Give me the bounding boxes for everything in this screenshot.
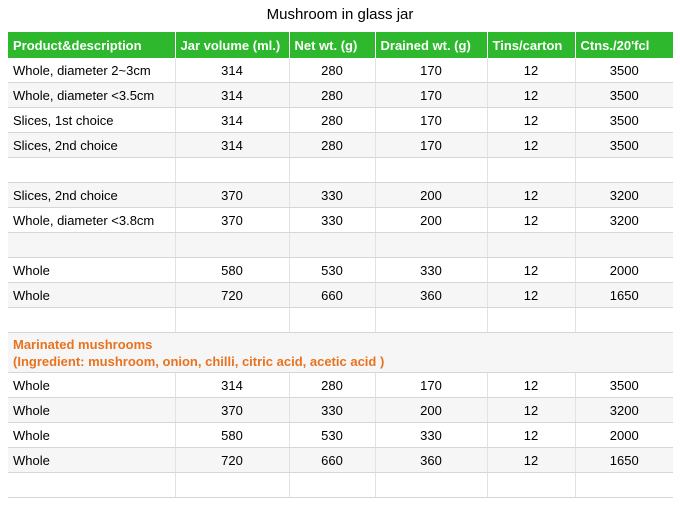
drained-weight-cell: 360 (375, 283, 487, 308)
tins-per-carton-cell (487, 308, 575, 333)
cartons-per-container-cell: 3500 (575, 83, 673, 108)
jar-volume-cell (175, 158, 289, 183)
tins-per-carton-cell: 12 (487, 398, 575, 423)
header-cartons-per-container: Ctns./20'fcl (575, 32, 673, 58)
cartons-per-container-cell: 2000 (575, 423, 673, 448)
jar-volume-cell: 314 (175, 58, 289, 83)
product-description-cell: Slices, 2nd choice (8, 133, 175, 158)
jar-volume-cell: 580 (175, 423, 289, 448)
net-weight-cell: 660 (289, 283, 375, 308)
table-row (8, 208, 673, 233)
product-description-cell: Whole (8, 398, 175, 423)
net-weight-cell: 530 (289, 258, 375, 283)
tins-per-carton-cell (487, 233, 575, 258)
cartons-per-container-cell: 3200 (575, 208, 673, 233)
jar-volume-cell: 580 (175, 258, 289, 283)
jar-volume-cell: 370 (175, 398, 289, 423)
jar-volume-cell: 720 (175, 283, 289, 308)
net-weight-cell: 660 (289, 448, 375, 473)
jar-volume-cell: 720 (175, 448, 289, 473)
drained-weight-cell (375, 158, 487, 183)
table-row (8, 233, 673, 258)
cartons-per-container-cell (575, 473, 673, 498)
drained-weight-cell (375, 473, 487, 498)
drained-weight-cell: 200 (375, 183, 487, 208)
marinated-section-row (8, 333, 673, 373)
drained-weight-cell (375, 308, 487, 333)
net-weight-cell: 280 (289, 373, 375, 398)
jar-volume-cell (175, 473, 289, 498)
tins-per-carton-cell: 12 (487, 283, 575, 308)
product-description-cell: Whole (8, 448, 175, 473)
header-drained-weight: Drained wt. (g) (375, 32, 487, 58)
tins-per-carton-cell: 12 (487, 448, 575, 473)
header-product-description: Product&description (8, 32, 175, 58)
page-title: Mushroom in glass jar (266, 6, 414, 23)
header-tins-per-carton: Tins/carton (487, 32, 575, 58)
tins-per-carton-cell: 12 (487, 133, 575, 158)
table-row (8, 373, 673, 398)
table-row (8, 473, 673, 498)
drained-weight-cell: 200 (375, 398, 487, 423)
table-row (8, 398, 673, 423)
jar-volume-cell (175, 308, 289, 333)
drained-weight-cell: 170 (375, 58, 487, 83)
product-description-cell (8, 308, 175, 333)
net-weight-cell: 280 (289, 83, 375, 108)
table-row (8, 448, 673, 473)
tins-per-carton-cell: 12 (487, 208, 575, 233)
net-weight-cell: 330 (289, 183, 375, 208)
tins-per-carton-cell (487, 158, 575, 183)
marinated-ingredients: (Ingredient: mushroom, onion, chilli, citric acid, acetic acid ) (13, 353, 385, 369)
tins-per-carton-cell: 12 (487, 183, 575, 208)
drained-weight-cell (375, 233, 487, 258)
drained-weight-cell: 360 (375, 448, 487, 473)
product-table (8, 32, 673, 498)
table-row (8, 158, 673, 183)
jar-volume-cell: 314 (175, 83, 289, 108)
cartons-per-container-cell (575, 308, 673, 333)
table-row (8, 423, 673, 448)
tins-per-carton-cell: 12 (487, 423, 575, 448)
cartons-per-container-cell: 1650 (575, 283, 673, 308)
product-description-cell (8, 158, 175, 183)
product-description-cell: Whole, diameter <3.8cm (8, 208, 175, 233)
marinated-section-cell (8, 333, 673, 373)
net-weight-cell: 280 (289, 108, 375, 133)
net-weight-cell (289, 158, 375, 183)
table-row (8, 283, 673, 308)
product-description-cell: Slices, 2nd choice (8, 183, 175, 208)
jar-volume-cell: 370 (175, 208, 289, 233)
cartons-per-container-cell (575, 158, 673, 183)
header-jar-volume: Jar volume (ml.) (175, 32, 289, 58)
net-weight-cell (289, 308, 375, 333)
jar-volume-cell: 314 (175, 373, 289, 398)
net-weight-cell: 280 (289, 58, 375, 83)
jar-volume-cell: 370 (175, 183, 289, 208)
product-description-cell: Whole, diameter <3.5cm (8, 83, 175, 108)
tins-per-carton-cell: 12 (487, 83, 575, 108)
cartons-per-container-cell (575, 233, 673, 258)
product-description-cell (8, 233, 175, 258)
tins-per-carton-cell: 12 (487, 373, 575, 398)
drained-weight-cell: 170 (375, 373, 487, 398)
tins-per-carton-cell: 12 (487, 108, 575, 133)
tins-per-carton-cell: 12 (487, 258, 575, 283)
cartons-per-container-cell: 3500 (575, 373, 673, 398)
cartons-per-container-cell: 2000 (575, 258, 673, 283)
header-net-weight: Net wt. (g) (289, 32, 375, 58)
table-row (8, 58, 673, 83)
net-weight-cell (289, 233, 375, 258)
product-description-cell: Whole (8, 373, 175, 398)
table-row (8, 308, 673, 333)
tins-per-carton-cell (487, 473, 575, 498)
net-weight-cell: 280 (289, 133, 375, 158)
product-description-cell (8, 473, 175, 498)
drained-weight-cell: 170 (375, 83, 487, 108)
net-weight-cell (289, 473, 375, 498)
jar-volume-cell: 314 (175, 108, 289, 133)
cartons-per-container-cell: 1650 (575, 448, 673, 473)
product-description-cell: Whole (8, 283, 175, 308)
net-weight-cell: 530 (289, 423, 375, 448)
table-row (8, 83, 673, 108)
drained-weight-cell: 170 (375, 108, 487, 133)
product-description-cell: Slices, 1st choice (8, 108, 175, 133)
jar-volume-cell (175, 233, 289, 258)
table-row (8, 133, 673, 158)
product-description-cell: Whole (8, 258, 175, 283)
marinated-heading: Marinated mushrooms (13, 336, 153, 352)
table-row (8, 258, 673, 283)
cartons-per-container-cell: 3500 (575, 58, 673, 83)
net-weight-cell: 330 (289, 208, 375, 233)
cartons-per-container-cell: 3500 (575, 108, 673, 133)
cartons-per-container-cell: 3500 (575, 133, 673, 158)
drained-weight-cell: 170 (375, 133, 487, 158)
tins-per-carton-cell: 12 (487, 58, 575, 83)
cartons-per-container-cell: 3200 (575, 183, 673, 208)
drained-weight-cell: 200 (375, 208, 487, 233)
table-row (8, 108, 673, 133)
net-weight-cell: 330 (289, 398, 375, 423)
drained-weight-cell: 330 (375, 258, 487, 283)
header-row (8, 32, 673, 58)
cartons-per-container-cell: 3200 (575, 398, 673, 423)
jar-volume-cell: 314 (175, 133, 289, 158)
product-description-cell: Whole, diameter 2~3cm (8, 58, 175, 83)
table-row (8, 183, 673, 208)
drained-weight-cell: 330 (375, 423, 487, 448)
product-description-cell: Whole (8, 423, 175, 448)
